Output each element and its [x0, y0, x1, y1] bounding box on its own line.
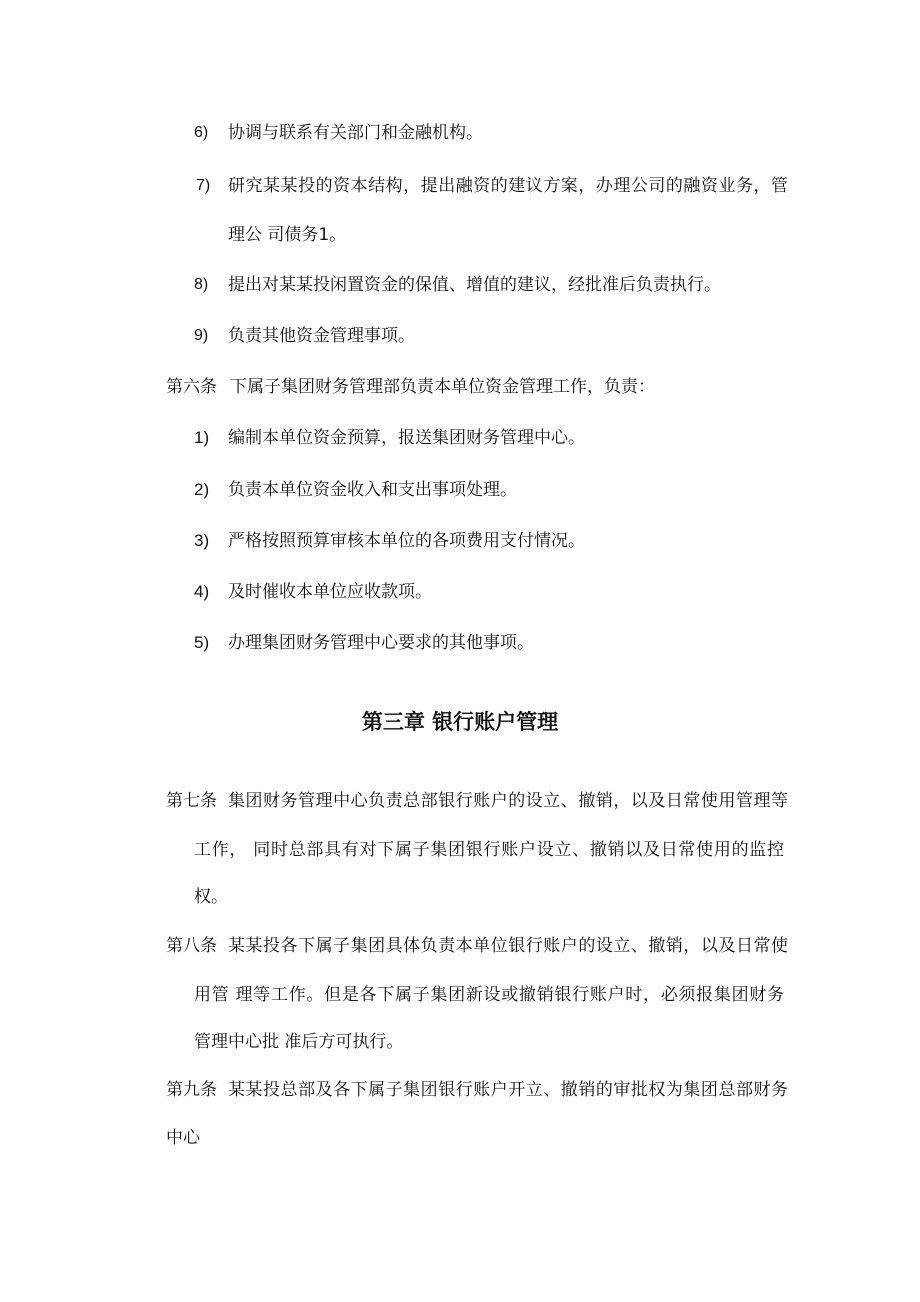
list-number: 4): [194, 582, 210, 601]
article-heading: 第九条: [166, 1080, 217, 1100]
article-text: 某某投总部及各下属子集团银行账户开立、撤销的审批权为集团总部财务: [228, 1080, 788, 1100]
list-number: 7): [196, 177, 211, 194]
article-text: 集团财务管理中心负责总部银行账户的设立、撤销，以及日常使用管理等: [228, 791, 788, 811]
article-text: 下属子集团财务管理部负责本单位资金管理工作，负责：: [230, 377, 655, 397]
list-item-text: 严格按照预算审核本单位的各项费用支付情况。: [228, 531, 585, 551]
list-item-text: 办理集团财务管理中心要求的其他事项。: [228, 633, 534, 653]
list-number: 9): [194, 327, 209, 344]
list-item-text: 及时催收本单位应收款项。: [228, 582, 432, 602]
list-number: 3): [194, 531, 210, 550]
list-item-text: 编制本单位资金预算，报送集团财务管理中心。: [228, 428, 585, 448]
article-heading: 第八条: [166, 936, 217, 956]
list-number: 6): [194, 124, 209, 141]
list-item-text: 负责本单位资金收入和支出事项处理。: [228, 480, 517, 500]
chapter-title: 第三章 银行账户管理: [361, 710, 559, 734]
article-text: 某某投各下属子集团具体负责本单位银行账户的设立、撤销，以及日常使: [228, 936, 788, 956]
list-item-text: 负责其他资金管理事项。: [228, 326, 415, 346]
article-text: 用管 理等工作。但是各下属子集团新设或撤销银行账户时，必须报集团财务: [194, 985, 784, 1005]
list-number: 2): [194, 480, 210, 499]
list-number: 1): [194, 428, 210, 447]
article-text: 中心: [166, 1128, 200, 1148]
list-number: 8): [194, 276, 209, 293]
list-item-text: 协调与联系有关部门和金融机构。: [228, 123, 483, 143]
article-text: 权。: [194, 887, 228, 907]
list-item-text: 提出对某某投闲置资金的保值、增值的建议，经批准后负责执行。: [228, 275, 721, 295]
article-text: 工作， 同时总部具有对下属子集团银行账户设立、撤销以及日常使用的监控: [194, 840, 784, 860]
list-item-continuation: 理公 司债务1。: [228, 225, 347, 245]
list-item-text: 研究某某投的资本结构，提出融资的建议方案，办理公司的融资业务，管: [228, 176, 788, 196]
article-heading: 第七条: [166, 791, 217, 811]
list-number: 5): [194, 633, 210, 652]
article-text: 管理中心批 准后方可执行。: [194, 1032, 404, 1052]
article-heading: 第六条: [166, 377, 217, 397]
